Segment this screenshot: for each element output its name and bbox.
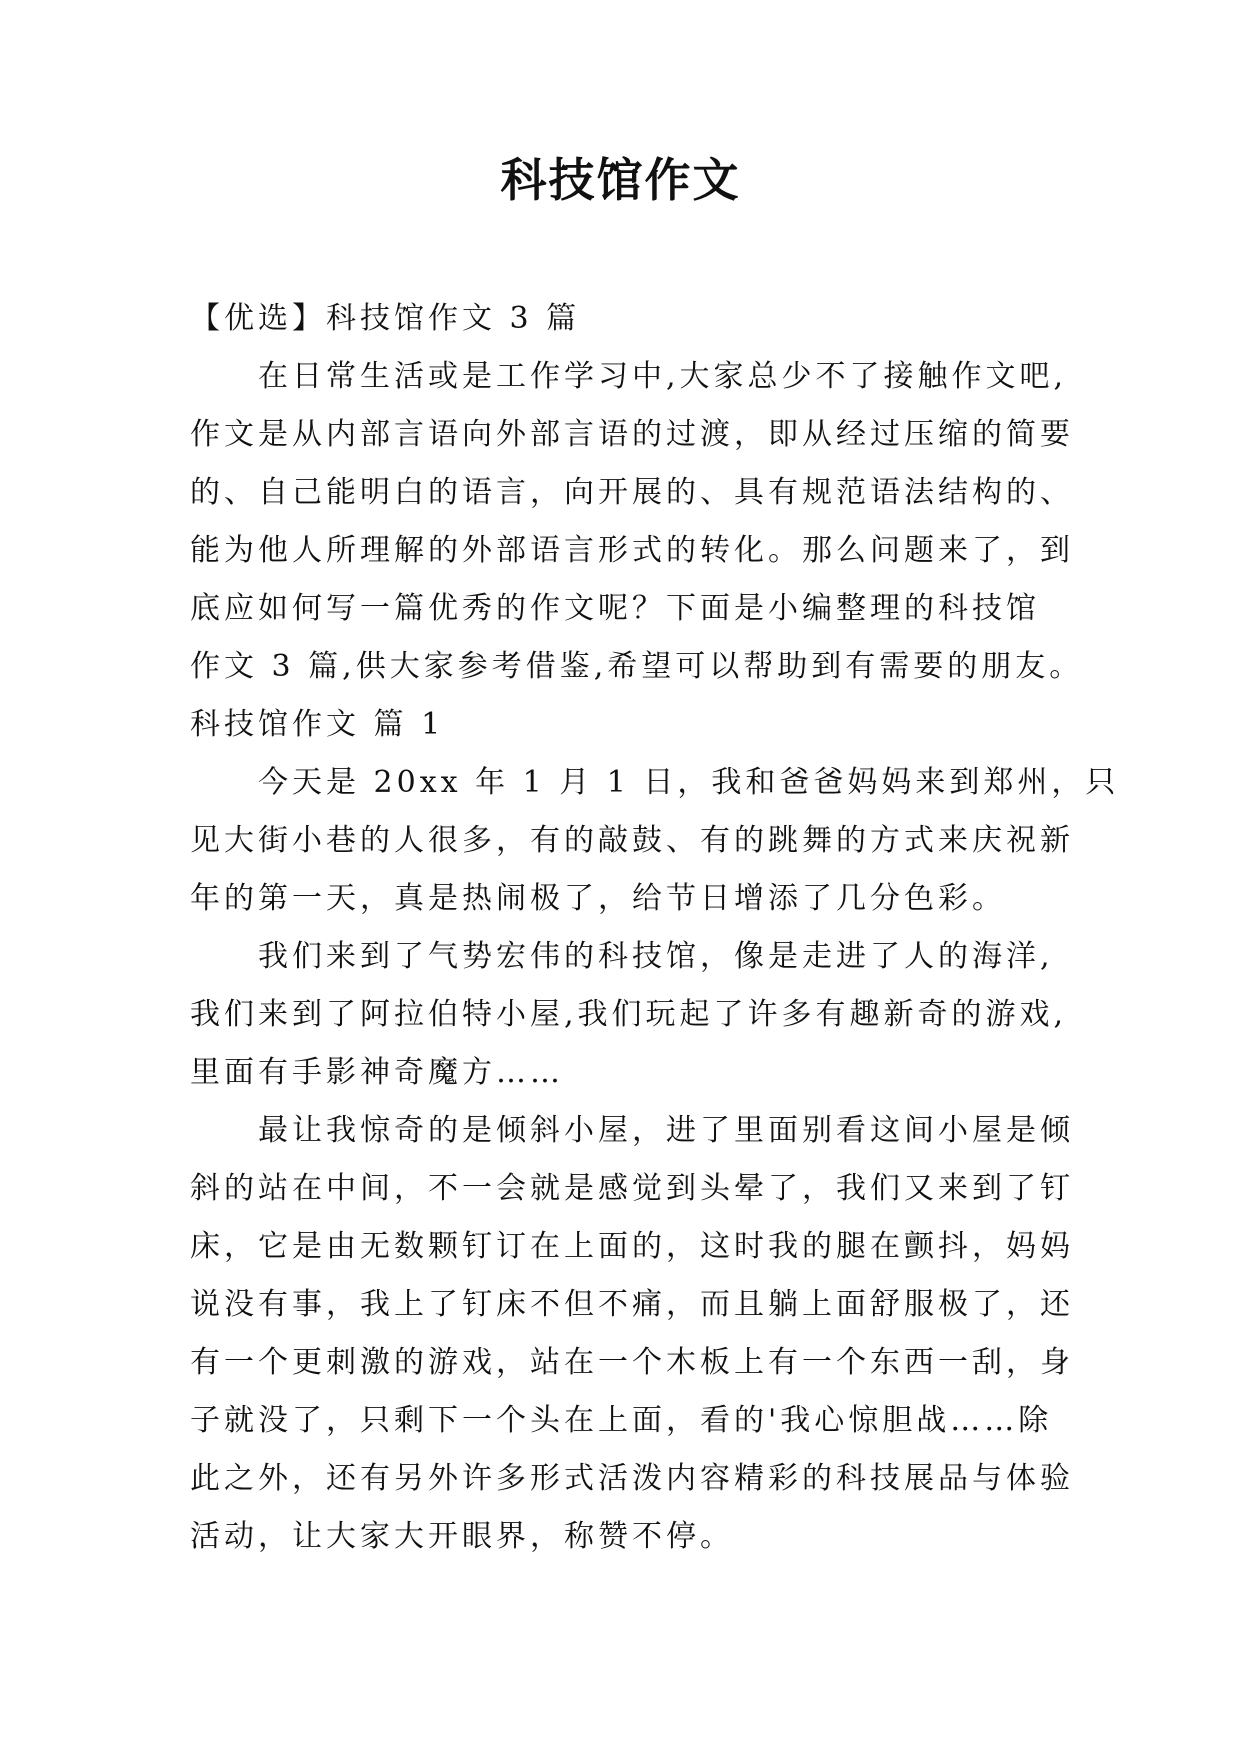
text-line: 【优选】科技馆作文 3 篇	[190, 301, 581, 336]
text-line: 最让我惊奇的是倾斜小屋，进了里面别看这间小屋是倾	[258, 1113, 1074, 1148]
text-line: 我们来到了阿拉伯特小屋,我们玩起了许多有趣新奇的游戏,	[190, 997, 1068, 1032]
text-line: 作文 3 篇,供大家参考借鉴,希望可以帮助到有需要的朋友。	[190, 649, 1084, 684]
text-line: 床，它是由无数颗钉订在上面的，这时我的腿在颤抖，妈妈	[190, 1229, 1074, 1264]
text-line: 里面有手影神奇魔方……	[190, 1055, 564, 1090]
document-body	[190, 290, 1120, 1566]
text-line: 见大街小巷的人很多，有的敲鼓、有的跳舞的方式来庆祝新	[190, 823, 1074, 858]
text-line: 斜的站在中间，不一会就是感觉到头晕了，我们又来到了钉	[190, 1171, 1074, 1206]
text-line: 有一个更刺激的游戏，站在一个木板上有一个东西一刮，身	[190, 1345, 1074, 1380]
text-line: 的、自己能明白的语言，向开展的、具有规范语法结构的、	[190, 475, 1074, 510]
text-line: 我们来到了气势宏伟的科技馆，像是走进了人的海洋,	[258, 939, 1054, 974]
text-line: 作文是从内部言语向外部言语的过渡，即从经过压缩的简要	[190, 417, 1074, 452]
text-line: 说没有事，我上了钉床不但不痛，而且躺上面舒服极了，还	[190, 1287, 1074, 1322]
text-line: 今天是 20xx 年 1 月 1 日，我和爸爸妈妈来到郑州，只	[258, 765, 1120, 800]
text-line: 此之外，还有另外许多形式活泼内容精彩的科技展品与体验	[190, 1461, 1074, 1496]
text-line: 年的第一天，真是热闹极了，给节日增添了几分色彩。	[190, 881, 1006, 916]
document-title: 科技馆作文	[500, 153, 741, 207]
text-line: 能为他人所理解的外部语言形式的转化。那么问题来了，到	[190, 533, 1074, 568]
text-line: 子就没了，只剩下一个头在上面，看的'我心惊胆战……除	[190, 1403, 1053, 1438]
text-line: 科技馆作文 篇 1	[190, 707, 445, 742]
text-line: 底应如何写一篇优秀的作文呢？下面是小编整理的科技馆	[190, 591, 1040, 626]
text-line: 活动，让大家大开眼界，称赞不停。	[190, 1519, 734, 1554]
text-line: 在日常生活或是工作学习中,大家总少不了接触作文吧,	[258, 359, 1068, 394]
